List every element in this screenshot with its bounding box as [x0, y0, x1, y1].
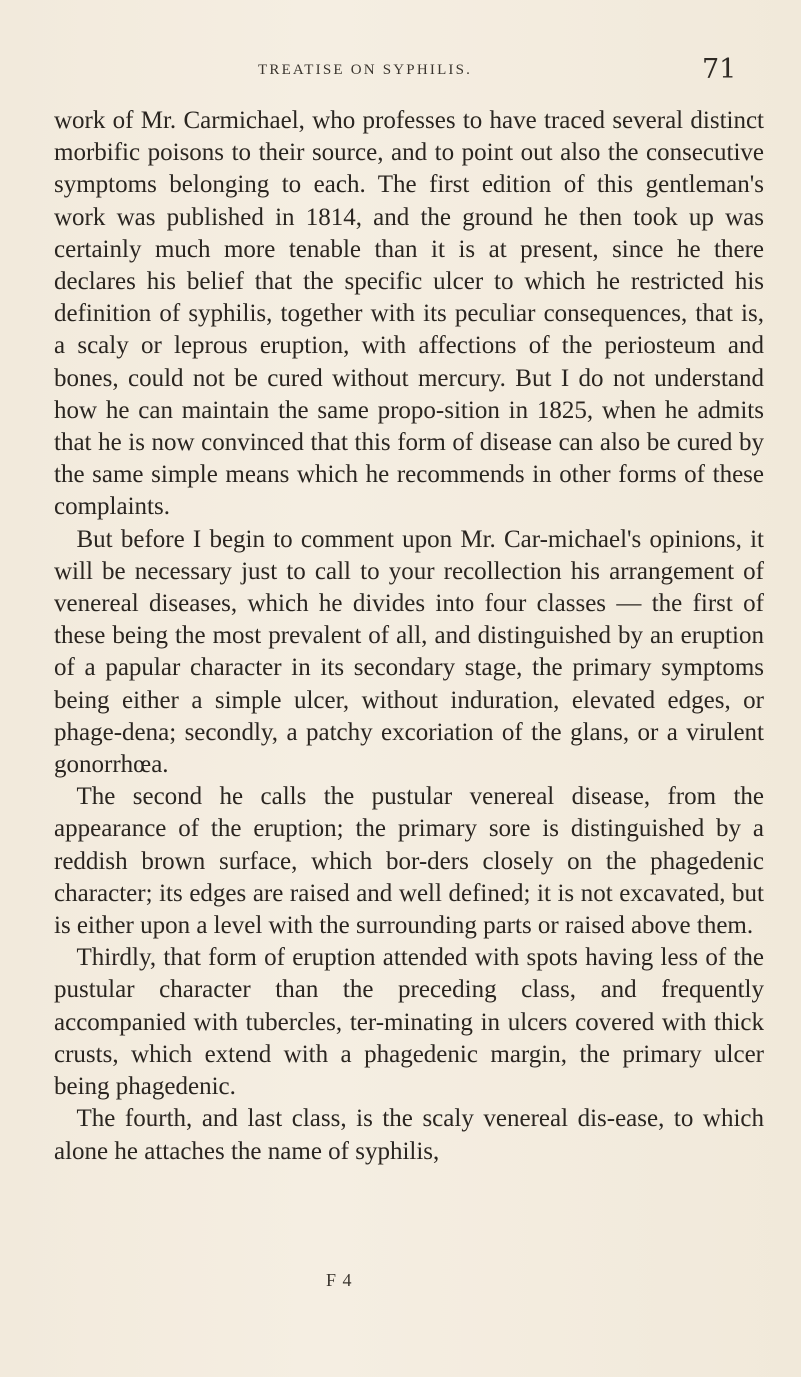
signature-mark: F 4 [326, 1270, 353, 1290]
paragraph: work of Mr. Carmichael, who professes to have traced several distinct morbific poisons to their source, and to point out also the consecutive symptoms belonging to each. The first edition of this gentleman's work was published in 1814, and the ground he then took up was certainly much more tenable than it is at present, since he there declares his belief that the specific ulcer to which he restricted his definition of syphilis, together with its peculiar consequences, that is, a scaly or leprous eruption, with affections of the periosteum and bones, could not be cured without mercury. But I do not understand how he can maintain the same propo-sition in 1825, when he admits that he is now convinced that this form of disease can also be cured by the same simple means which he recommends in other forms of these complaints. [54, 107, 764, 521]
page-number: 71 [702, 54, 737, 85]
paragraph: Thirdly, that form of eruption attended with spots having less of the pustular character than the preceding class, and frequently accompanied with tubercles, ter-minating in ulcers covered with thick crusts, which extend with a phagedenic margin, the primary ulcer being phagedenic. [54, 944, 764, 1101]
paragraph: But before I begin to comment upon Mr. Car-michael's opinions, it will be necessary just to call to your recollection his arrangement of venereal diseases, which he divides into four classes — the first of these being the most prevalent of all, and distinguished by an eruption of a papular character in its secondary stage, the primary symptoms being either a simple ulcer, without induration, elevated edges, or phage-dena; secondly, a patchy excoriation of the glans, or a virulent gonorrhœa. [54, 525, 764, 779]
running-header [0, 54, 801, 94]
paragraph: The fourth, and last class, is the scaly venereal dis-ease, to which alone he attaches the name of syphilis, [54, 1105, 764, 1165]
running-title: TREATISE ON SYPHILIS. [258, 62, 473, 78]
paragraph: The second he calls the pustular venereal disease, from the appearance of the eruption; the primary sore is distinguished by a reddish brown surface, which bor-ders closely on the phagedenic character; its edges are raised and well defined; it is not excavated, but is either upon a level with the surrounding parts or raised above them. [54, 783, 764, 940]
body-text [54, 105, 764, 1168]
